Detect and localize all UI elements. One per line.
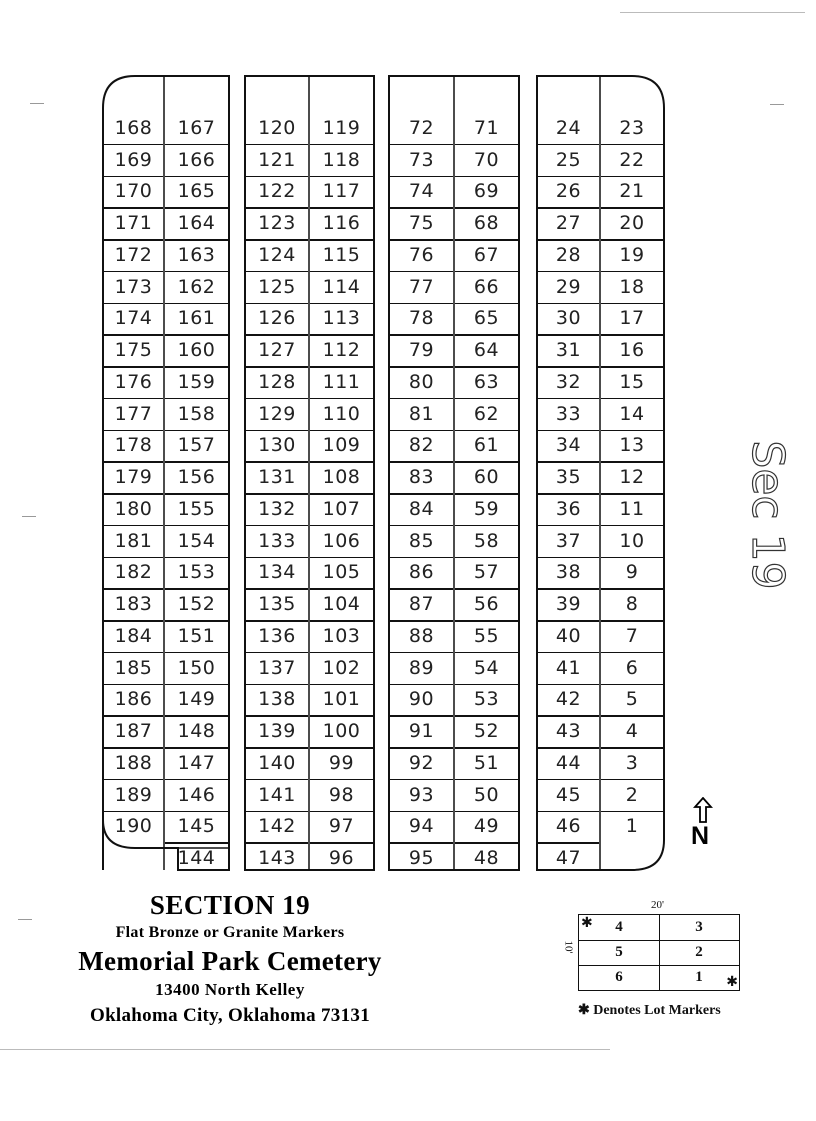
lot-cell: 185: [114, 656, 153, 679]
lot-marker-icon: ✱: [726, 974, 738, 990]
lot-cell: 106: [322, 529, 361, 552]
lot-cell: 24: [555, 116, 582, 139]
legend-lot: 1: [695, 968, 703, 985]
lot-cell: 121: [258, 148, 296, 171]
lot-cell: 29: [555, 275, 582, 298]
lot-cell: 49: [473, 815, 500, 838]
lot-cell: 12: [619, 466, 645, 489]
lot-cell: 139: [258, 720, 296, 743]
lot-cell: 51: [473, 751, 500, 774]
lot-cell: 1: [625, 815, 639, 838]
legend-lot: 3: [695, 918, 703, 935]
lot-cell: 133: [258, 529, 296, 552]
lot-cell: 16: [619, 339, 645, 362]
title-block: [40, 888, 420, 1030]
lot-cell: 156: [177, 466, 216, 489]
lot-cell: 15: [619, 370, 645, 393]
legend-width-label: 20': [651, 899, 664, 911]
lot-cell: 127: [258, 339, 296, 362]
lot-cell: 150: [177, 656, 216, 679]
legend-lot: 5: [615, 943, 623, 960]
lot-cell: 145: [177, 815, 216, 838]
lot-cell: 59: [473, 497, 500, 520]
lot-cell: 27: [555, 212, 582, 235]
lot-cell: 68: [473, 212, 500, 235]
lot-cell: 116: [322, 212, 361, 235]
lot-cell: 129: [258, 402, 296, 425]
lot-cell: 101: [322, 688, 361, 711]
lot-cell: 37: [555, 529, 582, 552]
lot-cell: 71: [473, 116, 500, 139]
lot-cell: 123: [258, 212, 296, 235]
lot-cell: 81: [408, 402, 435, 425]
lot-cell: 60: [473, 466, 500, 489]
lot-cell: 109: [322, 434, 361, 457]
lot-cell: 88: [408, 624, 435, 647]
lot-cell: 165: [177, 180, 216, 203]
lot-cell: 5: [625, 688, 639, 711]
lot-cell: 169: [114, 148, 153, 171]
cemetery-name: Memorial Park Cemetery: [78, 946, 382, 976]
lot-cell: 75: [408, 212, 435, 235]
lot-cell: 48: [473, 847, 500, 870]
lot-cell: 61: [473, 434, 500, 457]
lot-cell: 153: [177, 561, 216, 584]
lot-cell: 30: [555, 307, 582, 330]
lot-cell: 66: [473, 275, 500, 298]
lot-cell: 100: [322, 720, 361, 743]
lot-cell: 107: [322, 497, 361, 520]
lot-cell: 9: [625, 561, 639, 584]
lot-cell: 93: [408, 783, 435, 806]
lot-cell: 190: [114, 815, 153, 838]
lot-cell: 25: [555, 148, 582, 171]
lot-cell: 80: [408, 370, 435, 393]
lot-cell: 178: [114, 434, 153, 457]
lot-cell: 103: [322, 624, 361, 647]
lot-cell: 82: [408, 434, 435, 457]
lot-cell: 170: [114, 180, 153, 203]
lot-cell: 73: [408, 148, 435, 171]
lot-cell: 2: [625, 783, 639, 806]
lot-cell: 108: [322, 466, 361, 489]
lot-cell: 105: [322, 561, 361, 584]
lot-cell: 177: [114, 402, 153, 425]
lot-cell: 44: [555, 751, 582, 774]
lot-cell: 35: [555, 466, 582, 489]
lot-cell: 13: [619, 434, 645, 457]
lot-cell: 161: [177, 307, 216, 330]
lot-cell: 180: [114, 497, 153, 520]
lot-cell: 26: [555, 180, 582, 203]
lot-cell: 22: [619, 148, 645, 171]
lot-cell: 47: [555, 847, 582, 870]
lot-cell: 57: [473, 561, 500, 584]
lot-cell: 46: [555, 815, 582, 838]
lot-cell: 137: [258, 656, 296, 679]
handwritten-text: Sec 19: [742, 440, 793, 590]
lot-cell: 78: [408, 307, 435, 330]
lot-cell: 164: [177, 212, 216, 235]
lot-cell: 67: [473, 243, 500, 266]
lot-cell: 7: [625, 624, 639, 647]
lot-cell: 40: [555, 624, 582, 647]
lot-cell: 112: [322, 339, 361, 362]
lot-cell: 115: [322, 243, 361, 266]
lot-cell: 162: [177, 275, 216, 298]
lot-cell: 8: [625, 593, 639, 616]
lot-cell: 136: [258, 624, 296, 647]
lot-cell: 141: [258, 783, 296, 806]
lot-cell: 159: [177, 370, 216, 393]
lot-cell: 128: [258, 370, 296, 393]
lot-cell: 163: [177, 243, 216, 266]
lot-cell: 90: [408, 688, 435, 711]
lot-cell: 23: [619, 116, 645, 139]
lot-cell: 83: [408, 466, 435, 489]
lot-cell: 135: [258, 593, 296, 616]
lot-cell: 154: [177, 529, 216, 552]
lot-cell: 42: [555, 688, 582, 711]
lot-cell: 41: [555, 656, 582, 679]
lot-cell: 182: [114, 561, 153, 584]
lot-cell: 55: [473, 624, 500, 647]
lot-cell: 183: [114, 593, 153, 616]
lot-cell: 140: [258, 751, 296, 774]
lot-cell: 111: [322, 370, 361, 393]
lot-cell: 52: [473, 720, 500, 743]
legend-height-label: 10': [562, 940, 575, 954]
lot-cell: 134: [258, 561, 296, 584]
lot-cell: 21: [619, 180, 645, 203]
lot-cell: 28: [555, 243, 582, 266]
lot-cell: 179: [114, 466, 153, 489]
lot-cell: 79: [408, 339, 435, 362]
lot-cell: 91: [408, 720, 435, 743]
lot-cell: 113: [322, 307, 361, 330]
lot-cell: 69: [473, 180, 500, 203]
lot-cell: 174: [114, 307, 153, 330]
lot-cell: 53: [473, 688, 500, 711]
lot-cell: 184: [114, 624, 153, 647]
legend-lot: 6: [615, 968, 623, 985]
lot-cell: 126: [258, 307, 296, 330]
lot-cell: 14: [619, 402, 645, 425]
lot-cell: 85: [408, 529, 435, 552]
lot-cell: 138: [258, 688, 296, 711]
lot-cell: 117: [322, 180, 361, 203]
lot-cell: 172: [114, 243, 153, 266]
lot-cell: 188: [114, 751, 153, 774]
lot-cell: 74: [408, 180, 435, 203]
lot-cell: 33: [555, 402, 582, 425]
lot-cell: 173: [114, 275, 153, 298]
legend-lot: 2: [695, 943, 703, 960]
lot-cell: 149: [177, 688, 216, 711]
lot-cell: 187: [114, 720, 153, 743]
lot-cell: 4: [625, 720, 639, 743]
lot-cell: 76: [408, 243, 435, 266]
lot-cell: 86: [408, 561, 435, 584]
lot-cell: 65: [473, 307, 500, 330]
lot-cell: 72: [408, 116, 435, 139]
lot-cell: 143: [258, 847, 296, 870]
lot-cell: 104: [322, 593, 361, 616]
lot-cell: 20: [619, 212, 645, 235]
lot-cell: 43: [555, 720, 582, 743]
lot-cell: 50: [473, 783, 500, 806]
lot-legend: [578, 914, 740, 991]
lot-cell: 130: [258, 434, 296, 457]
lot-cell: 142: [258, 815, 296, 838]
lot-cell: 171: [114, 212, 153, 235]
lot-cell: 89: [408, 656, 435, 679]
lot-cell: 152: [177, 593, 216, 616]
lot-cell: 19: [619, 243, 645, 266]
lot-cell: 77: [408, 275, 435, 298]
lot-cell: 160: [177, 339, 216, 362]
lot-cell: 147: [177, 751, 216, 774]
lot-cell: 118: [322, 148, 361, 171]
lot-cell: 99: [328, 751, 355, 774]
lot-cell: 97: [328, 815, 355, 838]
lot-cell: 11: [619, 497, 645, 520]
lot-cell: 95: [408, 847, 435, 870]
handwritten-note: [720, 430, 810, 600]
lot-cell: 114: [322, 275, 361, 298]
lot-cell: 175: [114, 339, 153, 362]
lot-cell: 34: [555, 434, 582, 457]
legend-lot: 4: [615, 918, 623, 935]
lot-cell: 166: [177, 148, 216, 171]
lot-cell: 119: [322, 116, 361, 139]
lot-cell: 151: [177, 624, 216, 647]
lot-cell: 125: [258, 275, 296, 298]
lot-cell: 181: [114, 529, 153, 552]
lot-cell: 148: [177, 720, 216, 743]
lot-cell: 124: [258, 243, 296, 266]
lot-marker-icon: ✱: [581, 915, 593, 931]
lot-cell: 3: [625, 751, 639, 774]
lot-cell: 158: [177, 402, 216, 425]
lot-cell: 64: [473, 339, 500, 362]
lot-cell: 132: [258, 497, 296, 520]
north-label: N: [691, 822, 710, 850]
lot-cell: 110: [322, 402, 361, 425]
lot-cell: 54: [473, 656, 500, 679]
lot-cell: 146: [177, 783, 216, 806]
lot-cell: 38: [555, 561, 582, 584]
lot-cell: 18: [619, 275, 645, 298]
lot-cell: 167: [177, 116, 216, 139]
lot-cell: 87: [408, 593, 435, 616]
lot-cell: 6: [625, 656, 639, 679]
lot-cell: 98: [328, 783, 355, 806]
lot-cell: 17: [619, 307, 645, 330]
lot-cell: 32: [555, 370, 582, 393]
lot-cell: 122: [258, 180, 296, 203]
lot-cell: 131: [258, 466, 296, 489]
lot-cell: 189: [114, 783, 153, 806]
marker-type: Flat Bronze or Granite Markers: [115, 924, 345, 941]
lot-cell: 62: [473, 402, 500, 425]
lot-cell: 92: [408, 751, 435, 774]
lot-cell: 84: [408, 497, 435, 520]
section-title: SECTION 19: [149, 890, 311, 920]
lot-cell: 58: [473, 529, 500, 552]
lot-cell: 39: [555, 593, 582, 616]
lot-cell: 96: [328, 847, 355, 870]
lot-cell: 36: [555, 497, 582, 520]
legend-note: ✱ Denotes Lot Markers: [578, 1003, 721, 1018]
lot-cell: 120: [258, 116, 296, 139]
lot-cell: 45: [555, 783, 582, 806]
lot-cell: 102: [322, 656, 361, 679]
lot-cell: 56: [473, 593, 500, 616]
lot-cell: 94: [408, 815, 435, 838]
address-street: 13400 North Kelley: [155, 980, 305, 999]
lot-cell: 176: [114, 370, 153, 393]
lot-cell: 157: [177, 434, 216, 457]
address-city: Oklahoma City, Oklahoma 73131: [89, 1005, 370, 1026]
lot-cell: 70: [473, 148, 500, 171]
north-arrow-icon: [693, 797, 713, 823]
lot-cell: 10: [619, 529, 645, 552]
lot-cell: 63: [473, 370, 500, 393]
lot-cell: 31: [555, 339, 582, 362]
lot-cell: 168: [114, 116, 153, 139]
lot-cell: 186: [114, 688, 153, 711]
lot-cell: 155: [177, 497, 216, 520]
lot-cell: 144: [177, 847, 216, 870]
